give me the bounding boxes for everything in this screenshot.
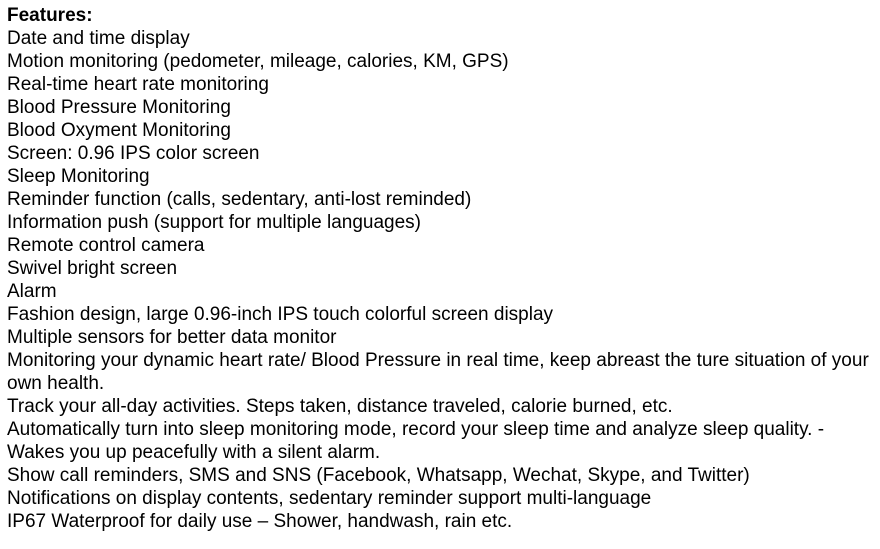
feature-item: Reminder function (calls, sedentary, anti-lost reminded) bbox=[7, 189, 472, 210]
feature-item: Swivel bright screen bbox=[7, 258, 178, 279]
feature-item: Multiple sensors for better data monitor bbox=[7, 327, 337, 348]
features-heading: Features: bbox=[7, 5, 93, 26]
feature-item: Sleep Monitoring bbox=[7, 166, 150, 187]
feature-item: Track your all-day activities. Steps taken, distance traveled, calorie burned, etc. bbox=[7, 396, 673, 417]
feature-item: Blood Oxyment Monitoring bbox=[7, 120, 231, 141]
feature-item: Monitoring your dynamic heart rate/ Blood Pressure in real time, keep abreast the ture situation of your own health. bbox=[7, 350, 869, 394]
feature-item: Fashion design, large 0.96-inch IPS touch colorful screen display bbox=[7, 304, 554, 325]
feature-item: Motion monitoring (pedometer, mileage, calories, KM, GPS) bbox=[7, 51, 509, 72]
features-document bbox=[7, 4, 873, 533]
feature-item: Alarm bbox=[7, 281, 57, 302]
feature-item: Screen: 0.96 IPS color screen bbox=[7, 143, 260, 164]
feature-item: Date and time display bbox=[7, 28, 190, 49]
feature-item: Remote control camera bbox=[7, 235, 205, 256]
feature-item: IP67 Waterproof for daily use – Shower, handwash, rain etc. bbox=[7, 511, 513, 532]
feature-item: Show call reminders, SMS and SNS (Facebook, Whatsapp, Wechat, Skype, and Twitter) bbox=[7, 465, 750, 486]
feature-item: Automatically turn into sleep monitoring mode, record your sleep time and analyze sleep quality. - Wakes you up peacefully with a silent alarm. bbox=[7, 419, 825, 463]
feature-item: Information push (support for multiple languages) bbox=[7, 212, 422, 233]
feature-item: Real-time heart rate monitoring bbox=[7, 74, 269, 95]
feature-item: Blood Pressure Monitoring bbox=[7, 97, 231, 118]
feature-item: Notifications on display contents, sedentary reminder support multi-language bbox=[7, 488, 652, 509]
